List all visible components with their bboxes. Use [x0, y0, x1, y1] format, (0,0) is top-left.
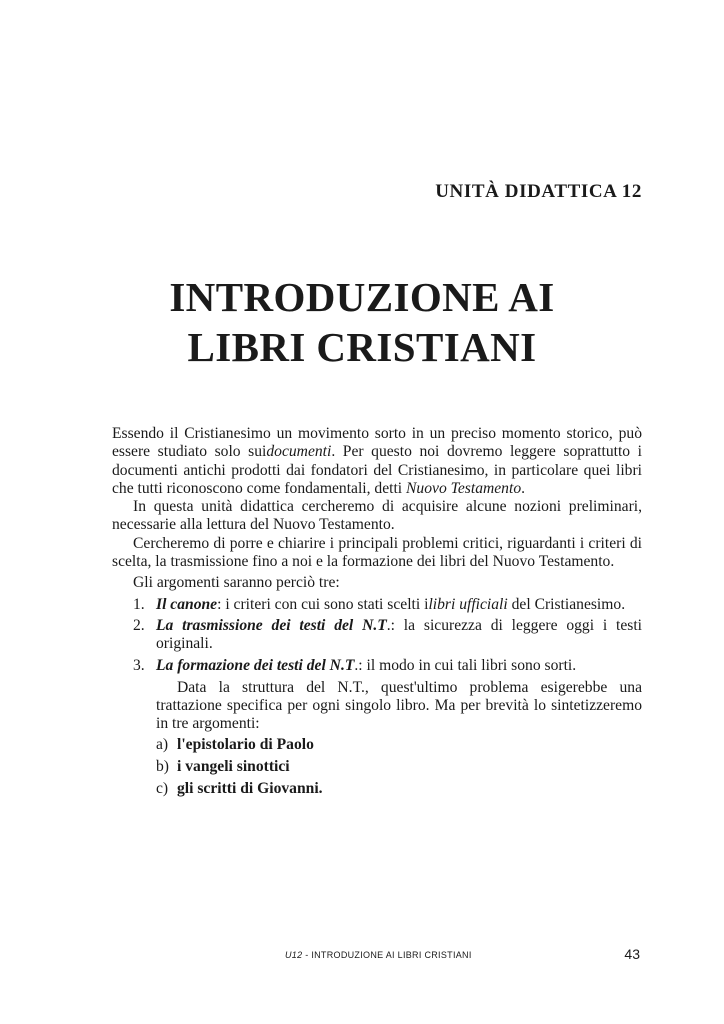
argument-text-end: del Cristianesimo.: [507, 595, 626, 613]
list-letter: a): [156, 735, 169, 753]
running-footer: [285, 950, 472, 960]
paragraph-intro-c: .: [521, 479, 526, 497]
body-text: [112, 425, 642, 803]
title-line-2: LIBRI CRISTIANI: [187, 324, 537, 370]
paragraph-goal: In questa unità didattica cercheremo di acquisire alcune nozioni preliminari, necessarie alla lettura del Nuovo Testamento.: [112, 498, 642, 534]
arguments-list: [112, 596, 642, 675]
list-item: [156, 736, 642, 754]
list-item: [156, 780, 642, 798]
footer-separator: -: [302, 950, 312, 960]
argument-heading: Il canone: [156, 595, 218, 613]
list-number: 2.: [133, 616, 145, 634]
paragraph-arguments-intro: Gli argomenti saranno perciò tre:: [133, 574, 340, 592]
footer-title: INTRODUZIONE AI LIBRI CRISTIANI: [311, 950, 472, 960]
paragraph-intro-a: Essendo il Cristianesimo un movimento sorto in un preciso momento storico, può essere studiato solo sui: [112, 425, 642, 461]
paragraph-intro: [112, 425, 642, 498]
list-item: [112, 617, 642, 654]
list-letter: b): [156, 758, 169, 776]
sub-topic-label: gli scritti di Giovanni.: [177, 780, 323, 798]
argument-heading: La formazione dei testi del N.T: [156, 656, 355, 674]
emphasis-documenti: documenti: [266, 443, 332, 461]
emphasis-nuovo-testamento: Nuovo Testamento: [406, 479, 522, 497]
title-line-1: INTRODUZIONE AI: [169, 274, 555, 320]
argument-text: .: il modo in cui tali libri sono sorti.: [354, 656, 577, 674]
page-title: [0, 272, 724, 372]
note-block: [156, 679, 642, 799]
list-item: [112, 657, 642, 675]
argument-text: .: la sicurezza di leggere oggi i testi originali.: [156, 616, 642, 653]
sub-topic-label: l'epistolario di Paolo: [177, 735, 314, 753]
list-item: [156, 758, 642, 776]
emphasis-libri-ufficiali: libri ufficiali: [428, 595, 508, 613]
paragraph-intro-b: . Per questo noi dovremo leggere soprattutto i documenti antichi prodotti dai fondatori del Cristianesimo, in particolare quei libri che tutti riconoscono come fondamentali, detti: [112, 443, 642, 497]
unit-heading: UNITÀ DIDATTICA 12: [435, 181, 642, 202]
note-paragraph: Data la struttura del N.T., quest'ultimo problema esigerebbe una trattazione specifica per ogni singolo libro. Ma per brevità lo sintetizzeremo in tre argomenti:: [156, 678, 642, 733]
sub-topic-label: i vangeli sinottici: [177, 758, 290, 776]
sub-topics-list: [156, 736, 642, 799]
footer-unit-code: U12: [285, 950, 303, 960]
list-number: 3.: [133, 656, 145, 674]
page-number: 43: [624, 946, 640, 962]
argument-text: : i criteri con cui sono stati scelti i: [217, 595, 429, 613]
list-number: 1.: [133, 595, 145, 613]
list-item: [112, 596, 642, 614]
list-letter: c): [156, 780, 169, 798]
paragraph-problems: Cercheremo di porre e chiarire i principali problemi critici, riguardanti i criteri di scelta, la trasmissione fino a noi e la formazione dei libri del Nuovo Testamento.: [112, 534, 642, 571]
argument-heading: La trasmissione dei testi del N.T: [156, 616, 387, 634]
